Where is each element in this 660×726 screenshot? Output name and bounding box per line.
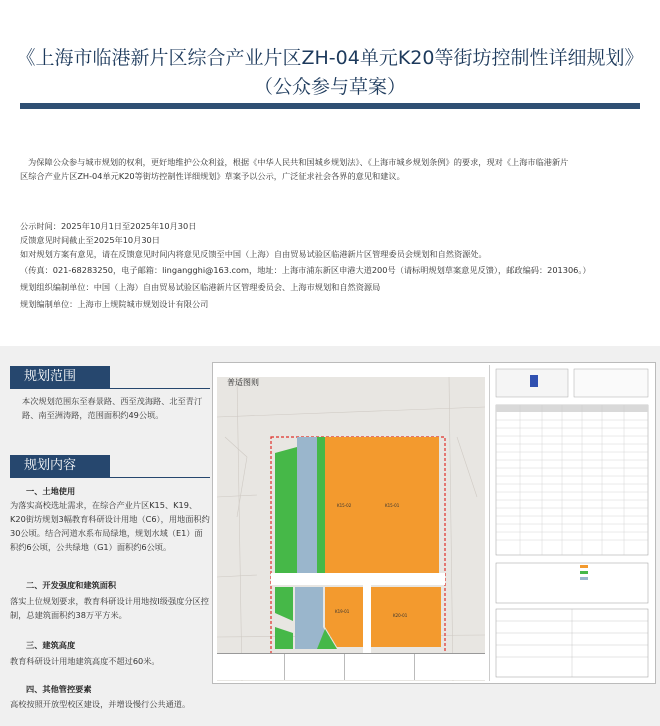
- svg-text:K20-01: K20-01: [393, 613, 408, 618]
- title-block: [217, 653, 485, 680]
- north-arrow-box: [574, 369, 648, 397]
- item-1-body: 为落实高校选址需求，在综合产业片区K15、K19、K20街坊规划3幅教育科研设计用地（C6），用地面积约30公顷。结合河道水系布局绿地，规划水域（E1）面积约6公顷，公共绿地（G1）面积约6公顷。: [10, 500, 210, 552]
- section-heading-content: 规划内容: [10, 455, 110, 477]
- title-divider: [20, 103, 640, 109]
- plan-map-board: [212, 362, 656, 684]
- item-2-body: 落实上位规划要求，教育科研设计用地按Ⅰ级强度分区控制，总建筑面积约38万平方米。: [10, 596, 209, 620]
- svg-text:K19-01: K19-01: [335, 609, 350, 614]
- land-use-map: [217, 377, 485, 681]
- intro-line-2: 区综合产业片区ZH-04单元K20等街坊控制性详细规划》草案予以公示，广泛征求社会各界的意见和建议。: [20, 171, 405, 181]
- legend-table-panel: [489, 365, 654, 681]
- page-subtitle: （公众参与草案）: [253, 76, 406, 98]
- info-contact: （传真：021-68283250，电子邮箱：lingangghi@163.com，地址：上海市浦东新区申港大道200号（请标明规划草案意见反馈），邮政编码：201306。）: [20, 265, 591, 275]
- info-deadline: 反馈意见时间截止至2025年10月30日: [20, 235, 160, 245]
- item-4-body: 高校按照开放型校区建设，并增设慢行公共通道。: [10, 699, 191, 709]
- svg-text:K15-01: K15-01: [385, 503, 400, 508]
- intro-line-1: 为保障公众参与城市规划的权利，更好地维护公众利益，根据《中华人民共和国城乡规划法》、《上海市城乡规划条例》的要求，现对《上海市临港新片: [28, 157, 569, 167]
- info-organizer: 规划组织编制单位：中国（上海）自由贸易试验区临港新片区管理委员会、上海市规划和自然资源局: [20, 282, 381, 292]
- info-feedback: 如对规划方案有意见，请在反馈意见时间内将意见反馈至中国（上海）自由贸易试验区临港新片区管理委员会规划和自然资源处。: [20, 249, 487, 259]
- item-4-sub: 四、其他管控要素: [26, 684, 92, 694]
- page-title: 《上海市临港新片区综合产业片区ZH-04单元K20等街坊控制性详细规划》: [16, 47, 644, 69]
- legend-table-svg: [490, 365, 654, 681]
- land-use-map-svg: [217, 377, 485, 681]
- map-label: 普适图则: [227, 378, 259, 387]
- info-compiler: 规划编制单位：上海市上规院城市规划设计有限公司: [20, 299, 209, 309]
- road-east-west: [271, 573, 445, 585]
- green-east-north: [317, 437, 325, 573]
- scope-text: 本次规划范围东至春景路、西至茂海路、北至青汀路、南至洲涛路，范围面积约49公顷。: [22, 396, 203, 420]
- item-3-body: 教育科研设计用地建筑高度不超过60米。: [10, 656, 160, 666]
- green-west-north: [275, 447, 297, 573]
- item-1-sub: 一、土地使用: [26, 486, 76, 496]
- item-3-sub: 三、建筑高度: [26, 640, 76, 650]
- road-north-south: [363, 585, 371, 655]
- svg-text:K15-02: K15-02: [337, 503, 352, 508]
- section-heading-scope: 规划范围: [10, 366, 110, 388]
- info-period: 公示时间：2025年10月1日至2025年10月30日: [20, 221, 197, 231]
- locator-site: [530, 375, 538, 387]
- item-2-sub: 二、开发强度和建筑面积: [26, 580, 117, 590]
